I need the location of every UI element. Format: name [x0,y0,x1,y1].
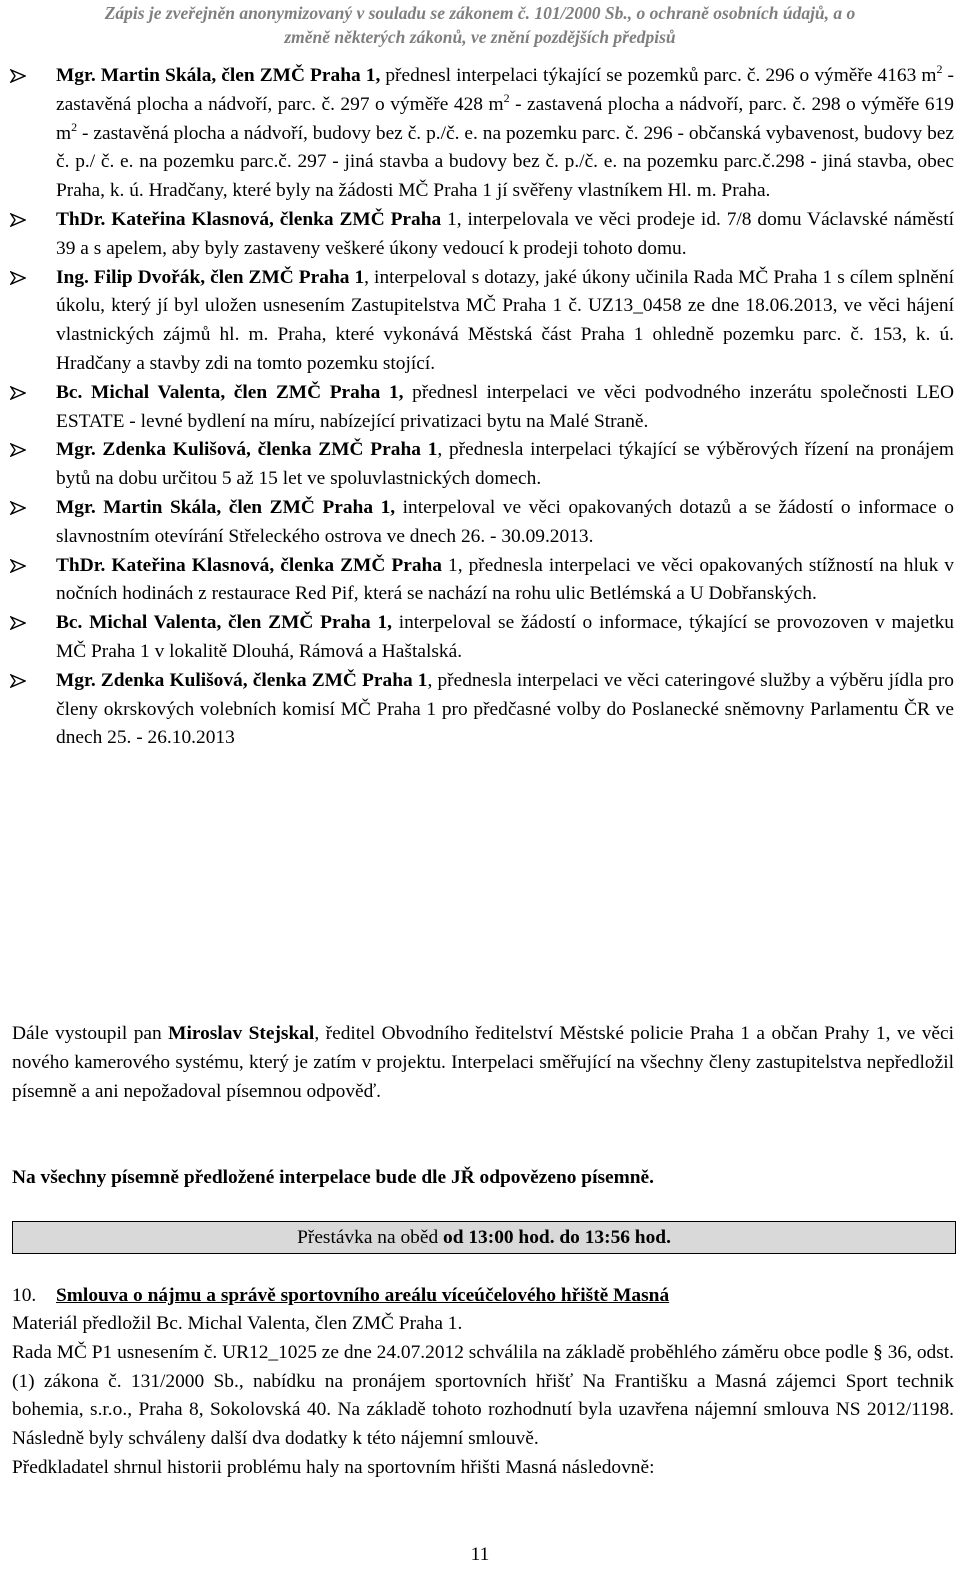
speaker-name: Ing. Filip Dvořák, člen ZMČ Praha 1 [56,266,365,288]
speaker-name: Mgr. Martin Skála, člen ZMČ Praha 1, [56,496,396,518]
speaker-name: ThDr. Kateřina Klasnová, členka ZMČ Praha [56,208,442,230]
list-item: Mgr. Zdenka Kulišová, členka ZMČ Praha 1, přednesla interpelaci ve věci cateringové služby a výběru jídla pro členy okrskových volebních komisí MČ Praha 1 pro předčasné volby do Poslanecké sněmovny Parlamentu ČR ve dnech 25. - 26.10.2013 [0,667,960,753]
list-item: ThDr. Kateřina Klasnová, členka ZMČ Praha 1, přednesla interpelaci ve věci opakovaných stížností na hluk v nočních hodinách z restaurace Red Pif, která se nachází na rohu ulic Betlémská a U Dobřanských. [0,552,960,610]
section-title [12,1282,954,1311]
section-number: 10. [12,1285,37,1306]
section-heading: Smlouva o nájmu a správě sportovního areálu víceúčelového hřiště Masná [56,1285,670,1306]
speaker-name: Mgr. Zdenka Kulišová, členka ZMČ Praha 1 [56,439,438,461]
list-item: Bc. Michal Valenta, člen ZMČ Praha 1, přednesl interpelaci ve věci podvodného inzerátu společnosti LEO ESTATE - levné bydlení na míru, nabízející privatizaci bytu na Malé Straně. [0,379,960,437]
interpelation-list [0,62,960,753]
speaker-name: ThDr. Kateřina Klasnová, členka ZMČ Praha [56,554,442,576]
arrow-bullet-icon [10,386,26,400]
list-item: ThDr. Kateřina Klasnová, členka ZMČ Praha 1, interpelovala ve věci prodeje id. 7/8 domu Václavské náměstí 39 a s apelem, aby byly zastaveny veškeré úkony vedoucí k prodeji tohoto domu. [0,206,960,264]
list-item: Ing. Filip Dvořák, člen ZMČ Praha 1, interpeloval s dotazy, jaké úkony učinila Rada MČ Praha 1 s cílem splnění úkolu, který jí byl uložen usnesením Zastupitelstva MČ Praha 1 č. UZ13_0458 ze dne 18.06.2013, ve věci hájení vlastnických zájmů hl. m. Praha, které vykonává Městská část Praha 1 ohledně pozemku parc. č. 153, k. ú. Hradčany a stavby zdi na tomto pozemku stojící. [0,264,960,379]
dale-paragraph: Dále vystoupil pan Miroslav Stejskal, ředitel Obvodního ředitelství Městské policie Praha 1 a občan Prahy 1, ve věci nového kamerového systému, který je zatím v projektu. Interpelaci směřující na všechny členy zastupitelstva nepředložil písemně a ani nepožadoval písemnou odpověď. [12,1023,954,1102]
arrow-bullet-icon [10,271,26,285]
arrow-bullet-icon [10,616,26,630]
speaker-name: Bc. Michal Valenta, člen ZMČ Praha 1, [56,381,404,403]
section-line: Materiál předložil Bc. Michal Valenta, člen ZMČ Praha 1. [12,1313,463,1334]
arrow-bullet-icon [10,501,26,515]
list-item: Mgr. Zdenka Kulišová, členka ZMČ Praha 1, přednesla interpelaci týkající se výběrových řízení na pronájem bytů na dobu určitou 5 až 15 let ve spoluvlastnických domech. [0,436,960,494]
arrow-bullet-icon [10,443,26,457]
lunch-break-box: Přestávka na oběd od 13:00 hod. do 13:56 hod. [12,1221,956,1254]
list-item: Mgr. Martin Skála, člen ZMČ Praha 1, interpeloval ve věci opakovaných dotazů a se žádostí o informace o slavnostním otevírání Střeleckého ostrova ve dnech 26. - 30.09.2013. [0,494,960,552]
speaker-name: Miroslav Stejskal [168,1023,315,1044]
arrow-bullet-icon [10,69,26,83]
speaker-name: Mgr. Martin Skála, člen ZMČ Praha 1, [56,65,381,86]
list-item: Mgr. Martin Skála, člen ZMČ Praha 1, přednesl interpelaci týkající se pozemků parc. č. 296 o výměře 4163 $m^2$ - zastavěná plocha a nádvoří, parc. č. 297 o výměře 428 $m^2$ - zastavená plocha a nádvoří, parc. č. 298 o výměře 619 $m^2$ - zastavěná plocha a nádvoří, budovy bez č. p./č. e. na pozemku parc. č. 296 - občanská vybavenost, budovy bez č. p./ č. e. na pozemku parc.č. 297 - jiná stavba a budovy bez č. p./č. e. na pozemku parc.č.298 - jiná stavba, obec Praha, k. ú. Hradčany, které byly na žádosti MČ Praha 1 jí svěřeny vlastníkem Hl. m. Praha. [0,62,960,206]
page-number: 11 [470,1544,490,1565]
arrow-bullet-icon [10,674,26,688]
anonymization-header [0,0,960,50]
arrow-bullet-icon [10,559,26,573]
header-line-1: Zápis je zveřejněn anonymizovaný v souladu se zákonem č. 101/2000 Sb., o ochraně osobních údajů, a o [104,3,856,23]
statement: Na všechny písemně předložené interpelace bude dle JŘ odpovězeno písemně. [12,1167,655,1188]
section-body [12,1310,954,1483]
section-line: Předkladatel shrnul historii problému haly na sportovním hřišti Masná následovně: [12,1456,655,1478]
section-paragraph: Rada MČ P1 usnesením č. UR12_1025 ze dne 24.07.2012 schválila na základě proběhlého záměru obce podle § 36, odst. (1) zákona č. 131/2000 Sb., nabídku na pronájem sportovních hřišť Na Františku a Masná zájemci Sport technik bohemia, s.r.o., Praha 8, Sokolovská 40. Na základě tohoto rozhodnutí byla uzavřena nájemní smlouva NS 2012/1198. Následně byly schváleny další dva dodatky k této nájemní smlouvě. [12,1341,954,1450]
header-line-2: změně některých zákonů, ve znění pozdějších předpisů [284,27,676,47]
list-item: Bc. Michal Valenta, člen ZMČ Praha 1, interpeloval se žádostí o informace, týkající se provozoven v majetku MČ Praha 1 v lokalitě Dlouhá, Rámová a Haštalská. [0,609,960,667]
speaker-name: Mgr. Zdenka Kulišová, členka ZMČ Praha 1 [56,669,428,691]
speaker-name: Bc. Michal Valenta, člen ZMČ Praha 1, [56,612,392,634]
arrow-bullet-icon [10,213,26,227]
